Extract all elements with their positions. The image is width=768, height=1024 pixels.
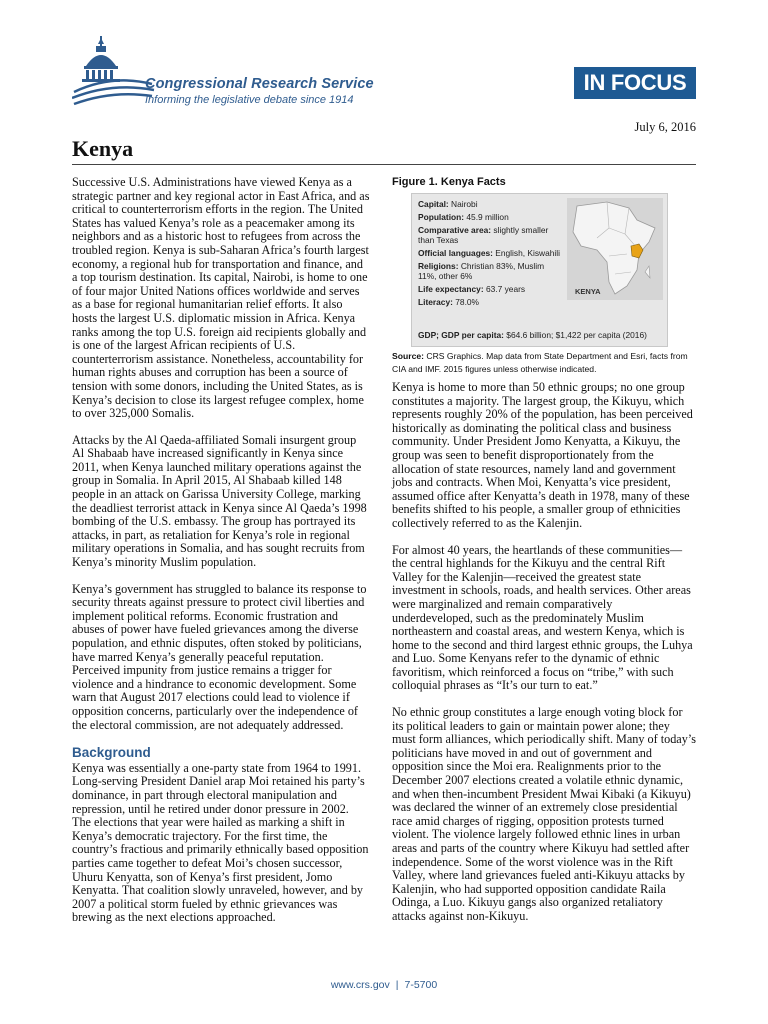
fact-label: Capital: — [418, 199, 449, 209]
facts-list — [418, 199, 564, 310]
fact-label: GDP; GDP per capita: — [418, 330, 504, 340]
fact-value: $64.6 billion; $1,422 per capita (2016) — [506, 330, 647, 340]
fact-item — [418, 248, 564, 258]
gdp-fact — [418, 330, 668, 340]
body-paragraph: No ethnic group constitutes a large enough voting block for its political leaders to gain or maintain power alone; they must form alliances, which periodically shift. Many of today’s politicians have moved in and out of government and opposition since the Moi era. Realignments prior to the December 2007 elections created a volatile ethnic dynamic, and when then-incumbent President Mwai Kibaki (a Kikuyu) was declared the winner of an extremely close presidential race amid charges of rigging, opposition protests turned violent. The violence largely followed ethnic lines in urban areas and parts of the country where Kikuyu had settled after independence. Some of the worst violence was in the Rift Valley, where land grievances fueled anti-Kikuyu attacks by Kalenjin, who had supported opposition candidate Raila Odinga, a Luo. Kikuyu gangs also organized retaliatory attacks against non-Kikuyu. — [392, 705, 696, 923]
fact-value: Christian 83%, Muslim 11%, other 6% — [418, 261, 545, 281]
africa-map — [567, 198, 663, 300]
fact-item — [418, 284, 564, 294]
right-column — [392, 381, 696, 937]
footer-separator: | — [395, 979, 399, 991]
section-heading-background: Background — [72, 745, 151, 761]
body-paragraph: Successive U.S. Administrations have viewed Kenya as a strategic partner and key regional actor in East Africa, and as critical to counterterrorism efforts in the region. The United States has valued Kenya’s role as a peacemaker among its neighbors and as a historic host to refugees from across the troubled region. Kenya is sub-Saharan Africa’s fourth largest economy, a regional hub for transportation and finance, and a top tourism destination. Its capital, Nairobi, is home to one of four major United Nations offices worldwide and serves as a base for regional humanitarian relief efforts. It also hosts the largest U.S. diplomatic mission in Africa. Kenya ranks among the top U.S. foreign aid recipients globally and is one of the largest African recipients of U.S. counterterrorism assistance. Nonetheless, accountability for human rights abuses and corruption has been a source of tension with some donors, including the United States, as is Kenya’s decision to close its largest refugee complex, home to over 325,000 Somalis. — [72, 175, 370, 421]
fact-label: Literacy: — [418, 297, 453, 307]
kenya-facts-figure — [411, 193, 668, 347]
capitol-dome-icon — [72, 34, 156, 112]
fact-label: Religions: — [418, 261, 459, 271]
fact-label: Comparative area: — [418, 225, 492, 235]
title-divider — [72, 164, 696, 165]
body-paragraph: Attacks by the Al Qaeda-affiliated Somali insurgent group Al Shabaab have increased significantly in Kenya since 2011, when Kenya launched military operations against the group in Somalia. In April 2015, Al Shabaab killed 148 people in an attack on Garissa University College, marking the deadliest terrorist attack in Kenya since Al Qaeda’s 1998 bombing of the U.S. embassy. The group has portrayed its attacks, in part, as retaliation for Kenya’s role in regional military operations in Somalia, and has sought recruits from Kenya’s minority Muslim population. — [72, 432, 367, 570]
fact-label: Population: — [418, 212, 465, 222]
fact-label: Life expectancy: — [418, 284, 484, 294]
fact-value: 45.9 million — [466, 212, 509, 222]
africa-map-icon — [567, 198, 663, 300]
fact-item — [418, 225, 564, 245]
left-column — [72, 176, 370, 938]
map-label-kenya: KENYA — [575, 287, 601, 296]
footer-code: 7-5700 — [404, 979, 438, 991]
footer-url-link[interactable]: www.crs.gov — [330, 979, 390, 991]
body-paragraph: Kenya’s government has struggled to balance its response to security threats against pressure to protect civil liberties and implement political reforms. Economic frustration and abuses of power have fueled grievances among the diverse population, and ethnic disputes, often stoked by politicians, have marred Kenya’s generally peaceful reputation. Perceived impunity from justice remains a trigger for violence and a hindrance to economic development. Some warn that August 2017 elections could lead to violence if opposition concerns, particularly over the independence of the electoral commission, are not adequately addressed. — [72, 581, 367, 732]
fact-item — [418, 297, 564, 307]
figure-source — [392, 350, 692, 376]
body-paragraph: For almost 40 years, the heartlands of these communities—the central highlands for the Kikuyu and the central Rift Valley for the Kalenjin—received the greatest state investment in schools, roads, and health services. Other areas were marginalized and remain comparatively underdeveloped, such as the predominately Muslim northeastern and coastal areas, and western Kenya, which is home to the second and third largest ethnic groups, the Luhya and Luo. Some Kenyans refer to the dynamic of ethnic favoritism, which reinforced a focus on “tribe,” with such colloquial phrases as “It’s our turn to eat.” — [392, 542, 693, 693]
fact-item — [418, 199, 564, 209]
in-focus-badge: IN FOCUS — [574, 67, 696, 99]
body-paragraph: Kenya is home to more than 50 ethnic groups; no one group constitutes a majority. The largest group, the Kikuyu, which represents roughly 20% of the population, has been perceived historically as dominating the political class and business community. Under President Jomo Kenyatta, a Kikuyu, the group was seen to benefit disproportionately from the allocation of state resources, namely land and government jobs and contracts. When Moi, Kenyatta’s vice president, assumed office after Kenyatta’s death in 1978, many of these benefits shifted to his people, a smaller group of ethnicities collectively referred to as the Kalenjin. — [392, 380, 693, 530]
publication-date: July 6, 2016 — [634, 120, 696, 134]
source-text: CRS Graphics. Map data from State Department and Esri, facts from CIA and IMF. 2015 figures unless otherwise indicated. — [392, 351, 688, 374]
org-name: Congressional Research Service — [145, 76, 374, 92]
page-title: Kenya — [72, 136, 134, 161]
source-label: Source: — [392, 351, 424, 361]
fact-value: English, Kiswahili — [495, 248, 560, 258]
figure-title: Figure 1. Kenya Facts — [392, 176, 506, 188]
org-tagline: Informing the legislative debate since 1914 — [145, 94, 354, 106]
fact-label: Official languages: — [418, 248, 493, 258]
footer — [0, 979, 768, 991]
body-paragraph: Kenya was essentially a one-party state from 1964 to 1991. Long-serving President Daniel arap Moi retained his party’s dominance, in part through electoral manipulation and repression, until he retired under donor pressure in 2002. The elections that year were hailed as marking a shift in Kenya’s democratic trajectory. For the first time, the country’s fractious and primarily ethnically based opposition parties came together to defeat Moi’s chosen successor, Uhuru Kenyatta, son of Kenya’s first president, Jomo Kenyatta. That coalition slowly unraveled, however, and by 2007 a political storm fueled by ethnic grievances was brewing as the next elections approached. — [72, 760, 369, 925]
fact-value: 78.0% — [455, 297, 479, 307]
fact-value: 63.7 years — [485, 284, 526, 294]
fact-item — [418, 261, 564, 281]
fact-value: slightly smaller than Texas — [418, 225, 549, 245]
fact-item — [418, 212, 564, 222]
fact-value: Nairobi — [451, 199, 478, 209]
